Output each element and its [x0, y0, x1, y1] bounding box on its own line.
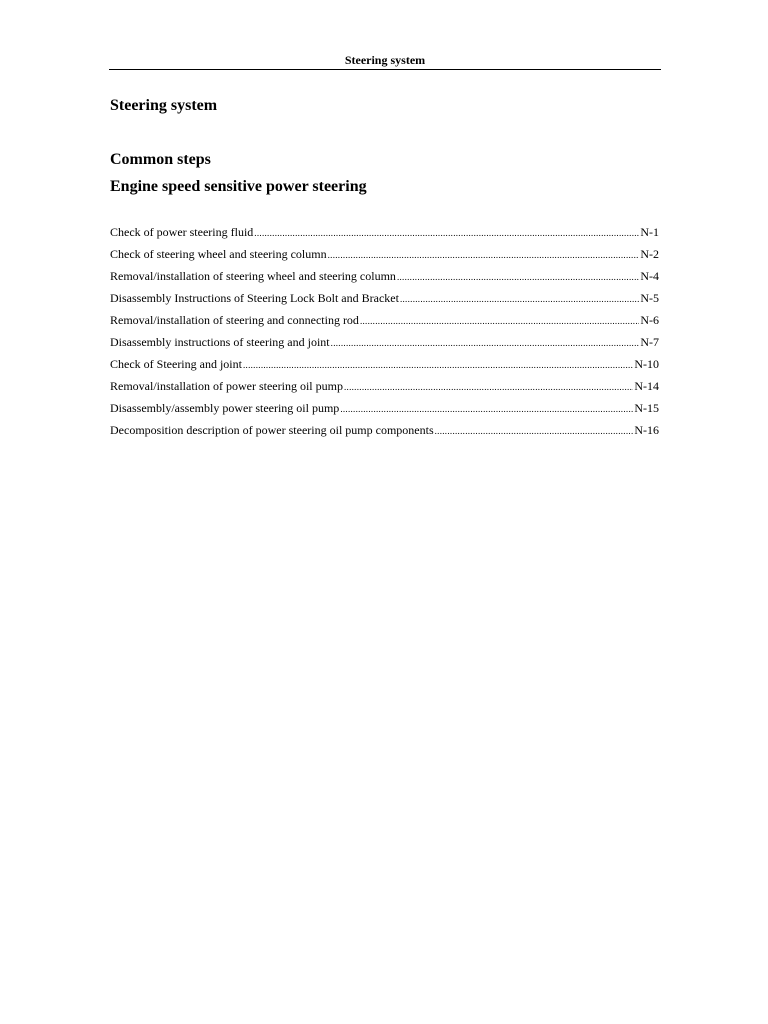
header-rule — [109, 69, 661, 70]
running-header: Steering system — [344, 53, 426, 67]
toc-leader-dots — [344, 378, 633, 396]
toc-entry-title: Disassembly/assembly power steering oil pump — [110, 401, 340, 415]
toc-entry-title: Disassembly instructions of steering and joint — [110, 335, 330, 349]
toc-entry-title: Removal/installation of steering and connecting rod — [110, 313, 359, 327]
toc-entry-title: Removal/installation of steering wheel and steering column — [110, 269, 396, 283]
toc-entry-page: N-5 — [640, 291, 659, 305]
table-of-contents — [110, 223, 659, 443]
toc-entry[interactable] — [110, 267, 659, 289]
toc-entry-title: Decomposition description of power steering oil pump components — [110, 423, 434, 437]
toc-entry[interactable] — [110, 421, 659, 443]
toc-entry-title: Check of Steering and joint — [110, 357, 242, 371]
subsection-title-power-steering: Engine speed sensitive power steering — [110, 178, 367, 195]
toc-leader-dots — [435, 422, 634, 440]
toc-entry-page: N-16 — [634, 423, 659, 437]
toc-entry[interactable] — [110, 223, 659, 245]
toc-entry[interactable] — [110, 311, 659, 333]
toc-entry-title: Removal/installation of power steering oil pump — [110, 379, 343, 393]
toc-leader-dots — [243, 356, 633, 374]
toc-entry-page: N-4 — [640, 269, 659, 283]
toc-leader-dots — [397, 268, 639, 286]
toc-entry-page: N-10 — [634, 357, 659, 371]
toc-entry[interactable] — [110, 289, 659, 311]
toc-leader-dots — [360, 312, 639, 330]
toc-entry-page: N-6 — [640, 313, 659, 327]
toc-entry-page: N-2 — [640, 247, 659, 261]
toc-entry-page: N-14 — [634, 379, 659, 393]
toc-entry-title: Check of power steering fluid — [110, 225, 254, 239]
toc-entry[interactable] — [110, 399, 659, 421]
toc-entry-title: Disassembly Instructions of Steering Lock Bolt and Bracket — [110, 291, 399, 305]
subsection-title-common-steps: Common steps — [110, 151, 211, 168]
toc-leader-dots — [400, 290, 639, 308]
toc-entry[interactable] — [110, 377, 659, 399]
section-title: Steering system — [110, 97, 218, 114]
toc-entry-title: Check of steering wheel and steering column — [110, 247, 327, 261]
toc-entry[interactable] — [110, 245, 659, 267]
toc-entry[interactable] — [110, 355, 659, 377]
toc-leader-dots — [340, 400, 633, 418]
toc-entry[interactable] — [110, 333, 659, 355]
toc-entry-page: N-7 — [640, 335, 659, 349]
toc-entry-page: N-15 — [634, 401, 659, 415]
toc-entry-page: N-1 — [640, 225, 659, 239]
toc-leader-dots — [331, 334, 640, 352]
toc-leader-dots — [254, 224, 639, 242]
toc-leader-dots — [328, 246, 640, 264]
